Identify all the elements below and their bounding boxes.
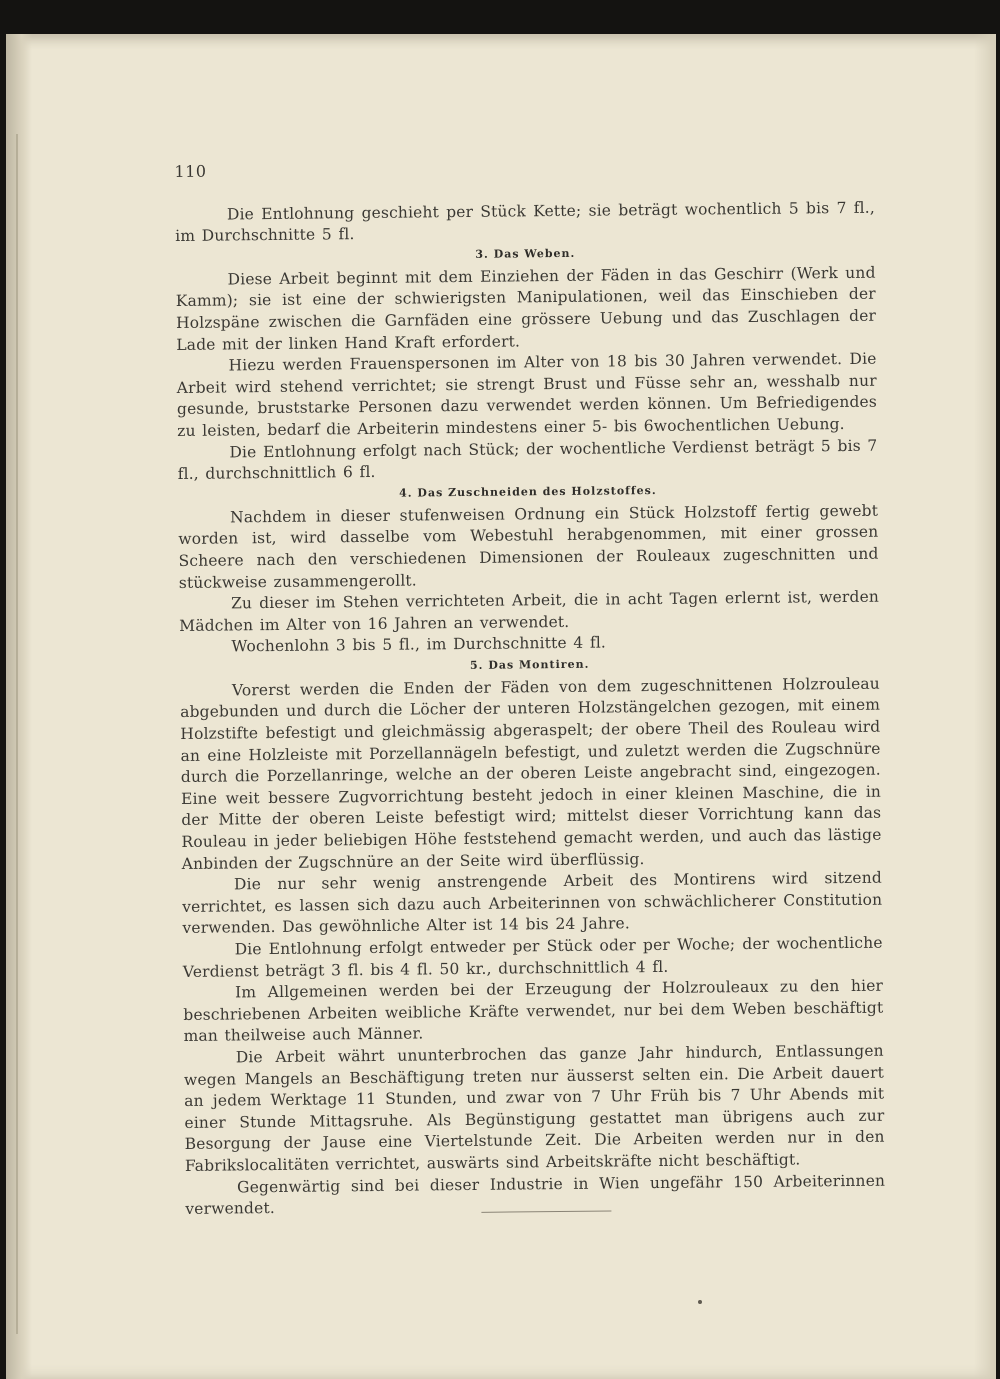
paragraph: Die Entlohnung erfolgt entweder per Stück oder per Woche; der wochentliche Verdienst beträgt 3 fl. bis 4 fl. 50 kr., durchschnittlich 4 fl. [182,933,883,981]
paragraph: Die nur sehr wenig anstrengende Arbeit des Montirens wird sitzend verrichtet, es lassen sich dazu auch Arbeiterinnen von schwächlicherer Constitution verwenden. Das gewöhnliche Alter ist 14 bis 24 Jahre. [182,868,883,938]
paragraph: Nachdem in dieser stufenweisen Ordnung ein Stück Holzstoff fertig gewebt worden ist, wird dasselbe vom Webestuhl herabgenommen, mit einer grossen Scheere nach den verschiedenen Dimensionen der Rouleaux zugeschnitten und stückweise zusammengerollt. [178,501,879,592]
paragraph: Die Entlohnung geschieht per Stück Kette; sie beträgt wochentlich 5 bis 7 fl., im Durchschnitte 5 fl. [175,198,875,246]
section-heading-weben: 3. Das Weben. [475,246,576,261]
page-edge-right [974,34,996,1379]
paragraph: Wochenlohn 3 bis 5 fl., im Durchschnitte 4 fl. [231,633,607,656]
paragraph: Zu dieser im Stehen verrichteten Arbeit, die in acht Tagen erlernt ist, werden Mädchen im Alter von 16 Jahren an verwendet. [179,587,880,635]
paragraph: Gegenwärtig sind bei dieser Industrie in Wien ungefähr 150 Arbeiterinnen verwendet. [185,1171,886,1219]
page-gutter-shadow [6,34,32,1379]
section-heading-montiren: 5. Das Montiren. [469,657,590,672]
paragraph: Vorerst werden die Enden der Fäden von dem zugeschnittenen Holzrouleau abgebunden und durch die Löcher der unteren Holzstängelchen gezogen, mit einem Holzstifte befestigt und gleichmässig abgeraspelt; der obere Theil des Rouleau wird an eine Holzleiste mit Porzellannägeln befestigt, und zuletzt werden die Zugschnüre durch die Porzellanringe, welche an der oberen Leiste angebracht sind, eingezogen. Eine weit bessere Zugvorrichtung besteht jedoch in einer kleinen Maschine, die in der Mitte der oberen Leiste befestigt wird; mittelst dieser Vorrichtung kann das Rouleau in jeder beliebigen Höhe feststehend gemacht werden, und auch das lästige Anbinden der Zugschnüre an der Seite wird überflüssig. [180,674,882,873]
page-text-block [174,118,886,1219]
section-heading-zuschneiden: 4. Das Zuschneiden des Holzstoffes. [398,483,657,500]
paper-speck [698,1300,702,1304]
paragraph: Die Arbeit währt ununterbrochen das ganze Jahr hindurch, Entlassungen wegen Mangels an Beschäftigung treten nur äusserst selten ein. Die Arbeit dauert an jedem Werktage 11 Stunden, und zwar von 7 Uhr Früh bis 7 Uhr Abends mit einer Stunde Mittagsruhe. Als Begünstigung gestattet man übrigens auch zur Besorgung der Jause eine Viertelstunde Zeit. Die Arbeiten werden nur in den Fabrikslocalitäten verrichtet, auswärts sind Arbeitskräfte nicht beschäftigt. [183,1041,885,1175]
paragraph: Im Allgemeinen werden bei der Erzeugung der Holzrouleaux zu den hier beschriebenen Arbeiten weibliche Kräfte verwendet, nur bei dem Weben beschäftigt man theilweise auch Männer. [183,976,884,1046]
paragraph: Diese Arbeit beginnt mit dem Einziehen der Fäden in das Geschirr (Werk und Kamm); sie ist eine der schwierigsten Manipulationen, weil das Einschieben der Holzspäne zwischen die Garnfäden eine grössere Uebung und das Zuschlagen der Lade mit der linken Hand Kraft erfordert. [175,263,877,354]
page-number: 110 [174,161,207,181]
paragraph: Hiezu werden Frauenspersonen im Alter von 18 bis 30 Jahren verwendet. Die Arbeit wird stehend verrichtet; sie strengt Brust und Füsse sehr an, wesshalb nur gesunde, bruststarke Personen dazu verwendet werden können. Um Befriedigendes zu leisten, bedarf die Arbeiterin mindestens einer 5- bis 6wochentlichen Uebung. [176,349,878,440]
binding-edge [16,134,18,1334]
paragraph: Die Entlohnung erfolgt nach Stück; der wochentliche Verdienst beträgt 5 bis 7 fl., durchschnittlich 6 fl. [177,436,878,484]
